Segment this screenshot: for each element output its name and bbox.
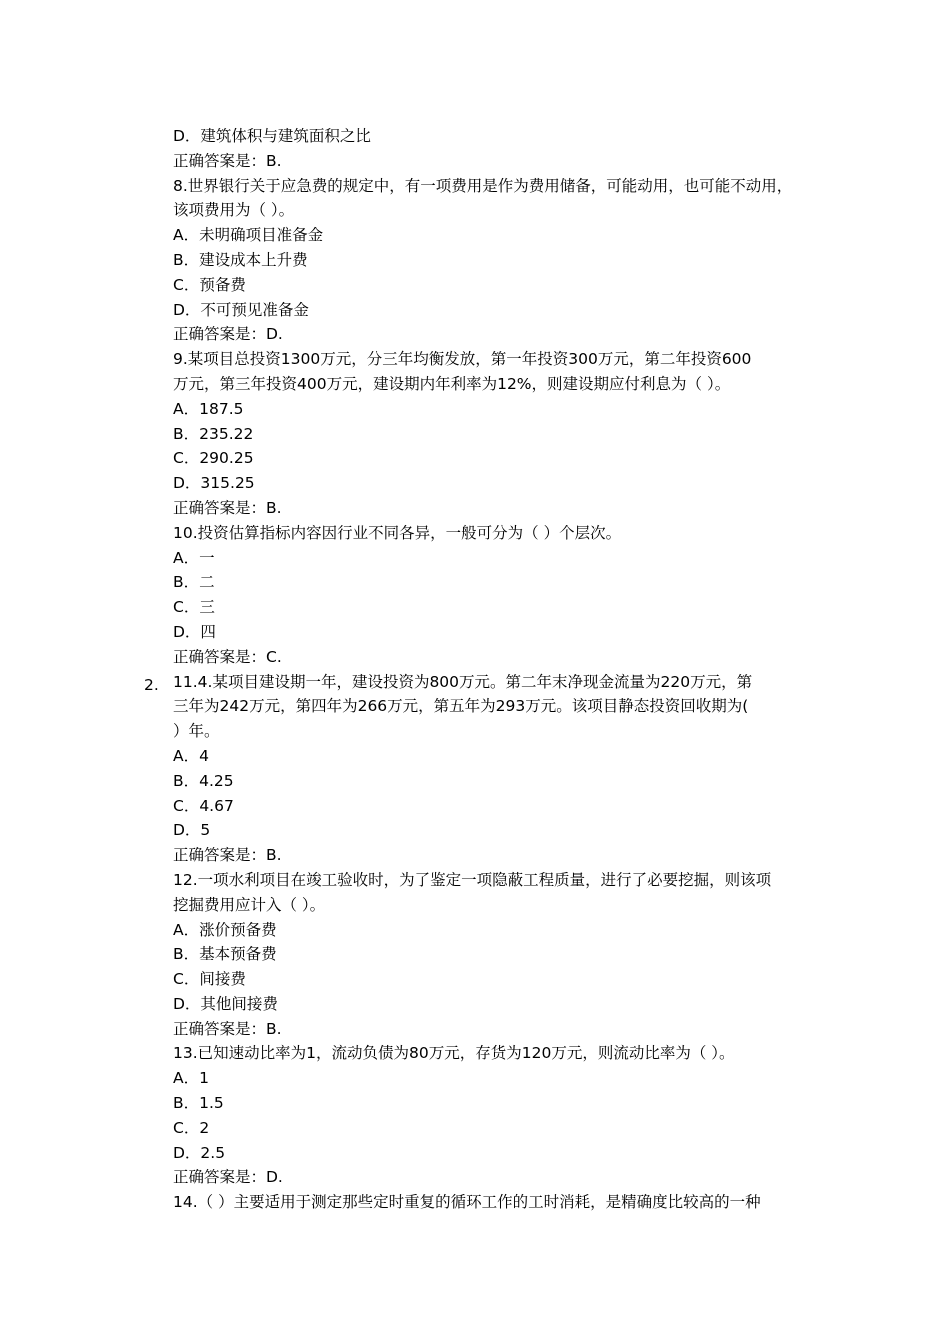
text-line: 正确答案是：D. [173,1168,283,1187]
text-line: B．235.22 [173,424,254,443]
text-line: 13.已知速动比率为1，流动负债为80万元，存货为120万元，则流动比率为（ ）。 [173,1044,735,1063]
text-line: 11.4.某项目建设期一年，建设投资为800万元。第二年末净现金流量为220万元，第 [173,672,753,691]
text-line: 三年为242万元，第四年为266万元，第五年为293万元。该项目静态投资回收期为( [173,697,749,716]
text-line: A．一 [173,548,215,567]
text-line: ）年。 [173,722,220,741]
text-line: 正确答案是：D. [173,325,283,344]
text-line: B．二 [173,573,215,592]
text-line: 正确答案是：B. [173,846,282,865]
text-line: D．其他间接费 [173,994,278,1013]
text-line: 9.某项目总投资1300万元，分三年均衡发放，第一年投资300万元，第二年投资600 [173,350,752,369]
text-line: 8.世界银行关于应急费的规定中，有一项费用是作为费用储备，可能动用，也可能不动用， [173,176,793,195]
text-line: B．基本预备费 [173,945,277,964]
text-line: D．315.25 [173,474,255,493]
text-line: 万元，第三年投资400万元，建设期内年利率为12%，则建设期应付利息为（ ）。 [173,374,731,393]
text-line: A．4 [173,746,209,765]
text-line: C．预备费 [173,275,246,294]
text-line: A．187.5 [173,399,244,418]
text-line: D．建筑体积与建筑面积之比 [173,127,371,145]
text-line: 挖掘费用应计入（ ）。 [173,895,326,914]
text-line: C．4.67 [173,796,234,815]
text-line: B．建设成本上升费 [173,250,308,269]
text-line: 14.（ ）主要适用于测定那些定时重复的循环工作的工时消耗，是精确度比较高的一种 [173,1193,761,1212]
text-line: 10.投资估算指标内容因行业不同各异，一般可分为（ ）个层次。 [173,523,622,542]
text-line: D．四 [173,622,216,641]
text-line: 正确答案是：B. [173,1019,282,1038]
text-line: C．290.25 [173,449,254,468]
text-line: C．三 [173,598,215,617]
text-line: C．2 [173,1118,210,1137]
text-line: B．1.5 [173,1094,224,1113]
text-line: D．5 [173,821,211,840]
document-content [173,124,823,1215]
text-line: 正确答案是：B. [173,498,282,517]
text-line: D．不可预见准备金 [173,300,309,319]
text-line: 该项费用为（ ）。 [173,201,295,220]
text-line: A．1 [173,1069,209,1088]
text-line: 正确答案是：B. [173,151,282,170]
text-line: C．间接费 [173,970,246,989]
text-line: 12.一项水利项目在竣工验收时，为了鉴定一项隐蔽工程质量，进行了必要挖掘，则该项 [173,870,772,889]
text-line: B．4.25 [173,771,234,790]
list-marker: 2. [144,676,159,694]
text-line: A．未明确项目准备金 [173,226,324,245]
text-line: A．涨价预备费 [173,920,277,939]
text-line: 正确答案是：C. [173,647,282,666]
text-line: D．2.5 [173,1143,226,1162]
